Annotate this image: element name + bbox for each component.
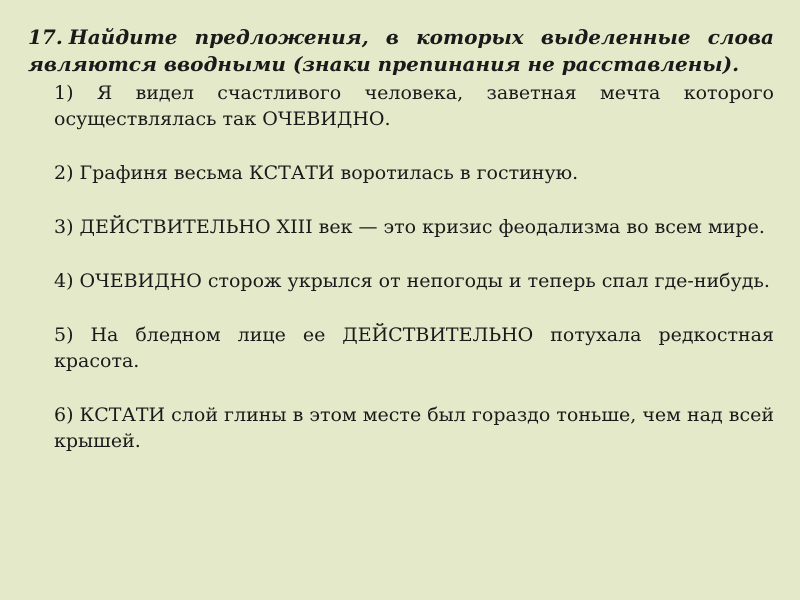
- sentence-item-1: 1) Я видел счастливого человека, заветная мечта которого осуществлялась так ОЧЕВИДНО.: [54, 82, 774, 130]
- sentence-item-6: 6) КСТАТИ слой глины в этом месте был гораздо тоньше, чем над всей крышей.: [54, 404, 774, 452]
- sentence-item-2: 2) Графиня весьма КСТАТИ воротилась в гостиную.: [54, 162, 579, 184]
- slide-content: [28, 24, 774, 454]
- task-text: Найдите предложения, в которых выделенные слова являются вводными (знаки препинания не расставлены).: [28, 25, 774, 76]
- task-heading: [28, 24, 774, 78]
- sentence-item-4: 4) ОЧЕВИДНО сторож укрылся от непогоды и теперь спал где-нибудь.: [54, 270, 770, 292]
- sentence-item-3: 3) ДЕЙСТВИТЕЛЬНО XIII век — это кризис феодализма во всем мире.: [54, 216, 765, 238]
- sentence-item-5: 5) На бледном лице ее ДЕЙСТВИТЕЛЬНО потухала редкостная красота.: [54, 324, 774, 372]
- task-number: 17.: [28, 25, 63, 49]
- sentence-list: [54, 80, 774, 454]
